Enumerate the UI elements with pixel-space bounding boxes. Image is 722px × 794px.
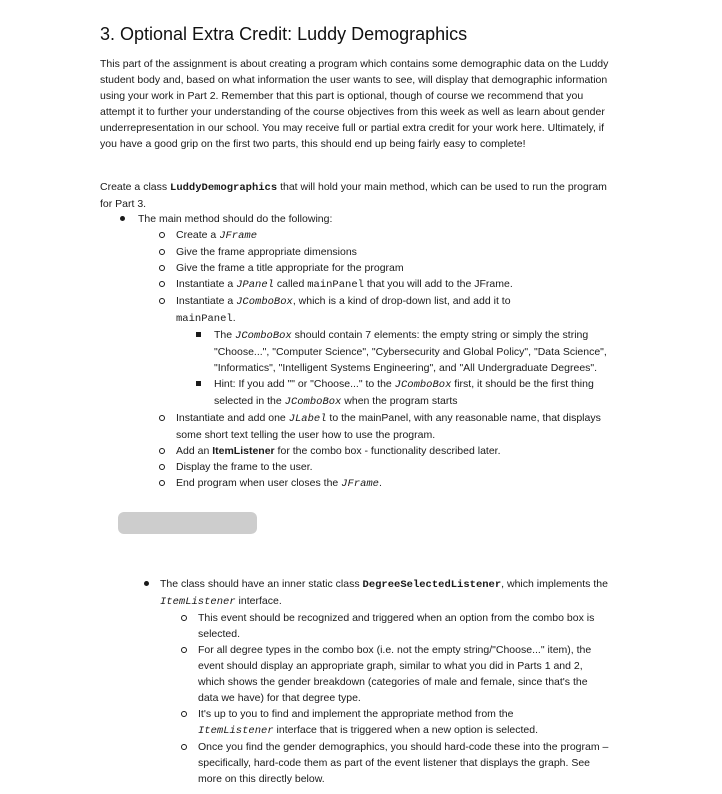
text: Instantiate and add one — [176, 412, 289, 424]
inner-detail-method — [160, 706, 610, 739]
code-jcombobox: JComboBox — [236, 296, 293, 308]
text: Create a — [176, 229, 220, 241]
step-end-program — [138, 475, 610, 492]
text: It's up to you to find and implement the appropriate method from the — [198, 708, 514, 720]
text: should contain 7 elements: the empty string or simply the string "Choose...", "Computer Science", "Cybersecurity and Global Policy", "Data Science", "Informatics", "Intelligent Systems Engineering", and "All Undergraduate Degrees". — [214, 329, 607, 374]
code-itemlistener: ItemListener — [198, 725, 274, 737]
step-create-frame — [138, 227, 610, 244]
text: that you will add to the JFrame. — [363, 278, 513, 290]
code-jcombobox: JComboBox — [394, 379, 452, 391]
main-steps-list — [138, 227, 610, 492]
code-jlabel: JLabel — [288, 413, 327, 425]
step-jlabel — [138, 410, 610, 443]
text: first, it should be the first thing selected in the — [214, 378, 594, 407]
code-jcombobox: JComboBox — [235, 330, 292, 342]
combobox-elements-item — [176, 327, 610, 376]
inner-detail-graph — [160, 642, 610, 706]
inner-class-list — [100, 576, 610, 787]
text: Instantiate a — [176, 278, 237, 290]
text: Create a class — [100, 181, 171, 193]
text: Hint: If you add "" or "Choose..." to the — [214, 378, 395, 390]
step-dimensions — [138, 244, 610, 260]
text: for the combo box - functionality described later. — [274, 445, 501, 457]
code-jframe: JFrame — [219, 230, 258, 242]
code-mainpanel: mainPanel — [307, 279, 364, 291]
text: , which is a kind of drop-down list, and add it to — [292, 295, 511, 307]
step-itemlistener — [138, 443, 610, 459]
text: Give the frame a title appropriate for the program — [176, 262, 404, 274]
create-class-paragraph — [100, 179, 610, 212]
text: when the program starts — [341, 395, 458, 407]
text: Instantiate a — [176, 295, 237, 307]
step-title — [138, 260, 610, 276]
text: to the mainPanel, with any reasonable name, that displays some short text telling the user how to use the program. — [176, 412, 601, 441]
text: The class should have an inner static class — [160, 578, 363, 590]
inner-class-item — [100, 576, 610, 787]
text: . — [232, 312, 236, 324]
step-display-frame — [138, 459, 610, 475]
text: , which implements the — [501, 578, 608, 590]
main-method-heading: The main method should do the following: — [138, 213, 333, 225]
text: interface. — [235, 595, 282, 607]
code-jframe: JFrame — [341, 478, 379, 490]
main-method-item — [100, 211, 610, 492]
intro-paragraph: This part of the assignment is about creating a program which contains some demographic data on the Luddy student body and, based on what information the user wants to see, will display that demographic information using your work in Part 2. Remember that this part is optional, though of course we recommend that you attempt it to further your understanding of the course objectives from this week as well as learn about gender underrepresentation in our school. You may receive full or partial extra credit for your work here. Ultimately, if you have a good grip on the first two parts, this should end up being fairly easy to complete! — [100, 58, 609, 150]
inner-class-details-list — [160, 610, 610, 787]
code-mainpanel: mainPanel — [176, 313, 233, 325]
class-name-code: LuddyDemographics — [170, 182, 278, 194]
redacted-block — [118, 512, 257, 534]
text: The — [214, 329, 236, 341]
step-jcombobox — [138, 293, 610, 410]
text: that will hold your main method, which can be used to run the program for Part 3. — [100, 181, 607, 210]
text: This event should be recognized and triggered when an option from the combo box is selected. — [198, 612, 595, 640]
code-jcombobox: JComboBox — [284, 396, 342, 408]
step-jpanel — [138, 276, 610, 293]
class-name-code: DegreeSelectedListener — [362, 579, 502, 591]
main-method-list — [100, 211, 610, 492]
inner-detail-hardcode — [160, 739, 610, 787]
section-title: 3. Optional Extra Credit: Luddy Demographics — [100, 24, 468, 44]
text: End program when user closes the — [176, 477, 342, 489]
inner-detail-trigger — [160, 610, 610, 642]
text: interface that is triggered when a new option is selected. — [273, 724, 539, 736]
combobox-hint-item — [176, 376, 610, 410]
text: Once you find the gender demographics, you should hard-code these into the program – specifically, hard-code them as part of the event listener that displays the graph. See more on this directly below. — [198, 741, 609, 785]
text: . — [378, 477, 382, 489]
itemlistener-bold: ItemListener — [212, 445, 275, 457]
code-jpanel: JPanel — [236, 279, 274, 291]
text: Add an — [176, 445, 213, 457]
text: Display the frame to the user. — [176, 461, 313, 473]
text: For all degree types in the combo box (i.e. not the empty string/"Choose..." item), the event should display an appropriate graph, similar to what you did in Parts 1 and 2, which shows the gender breakdown (categories of male and female, since that's the data we have) for that degree type. — [198, 644, 592, 704]
code-itemlistener: ItemListener — [160, 596, 236, 608]
text: called — [273, 278, 308, 290]
text: Give the frame appropriate dimensions — [176, 246, 357, 258]
combobox-details-list — [176, 327, 610, 410]
